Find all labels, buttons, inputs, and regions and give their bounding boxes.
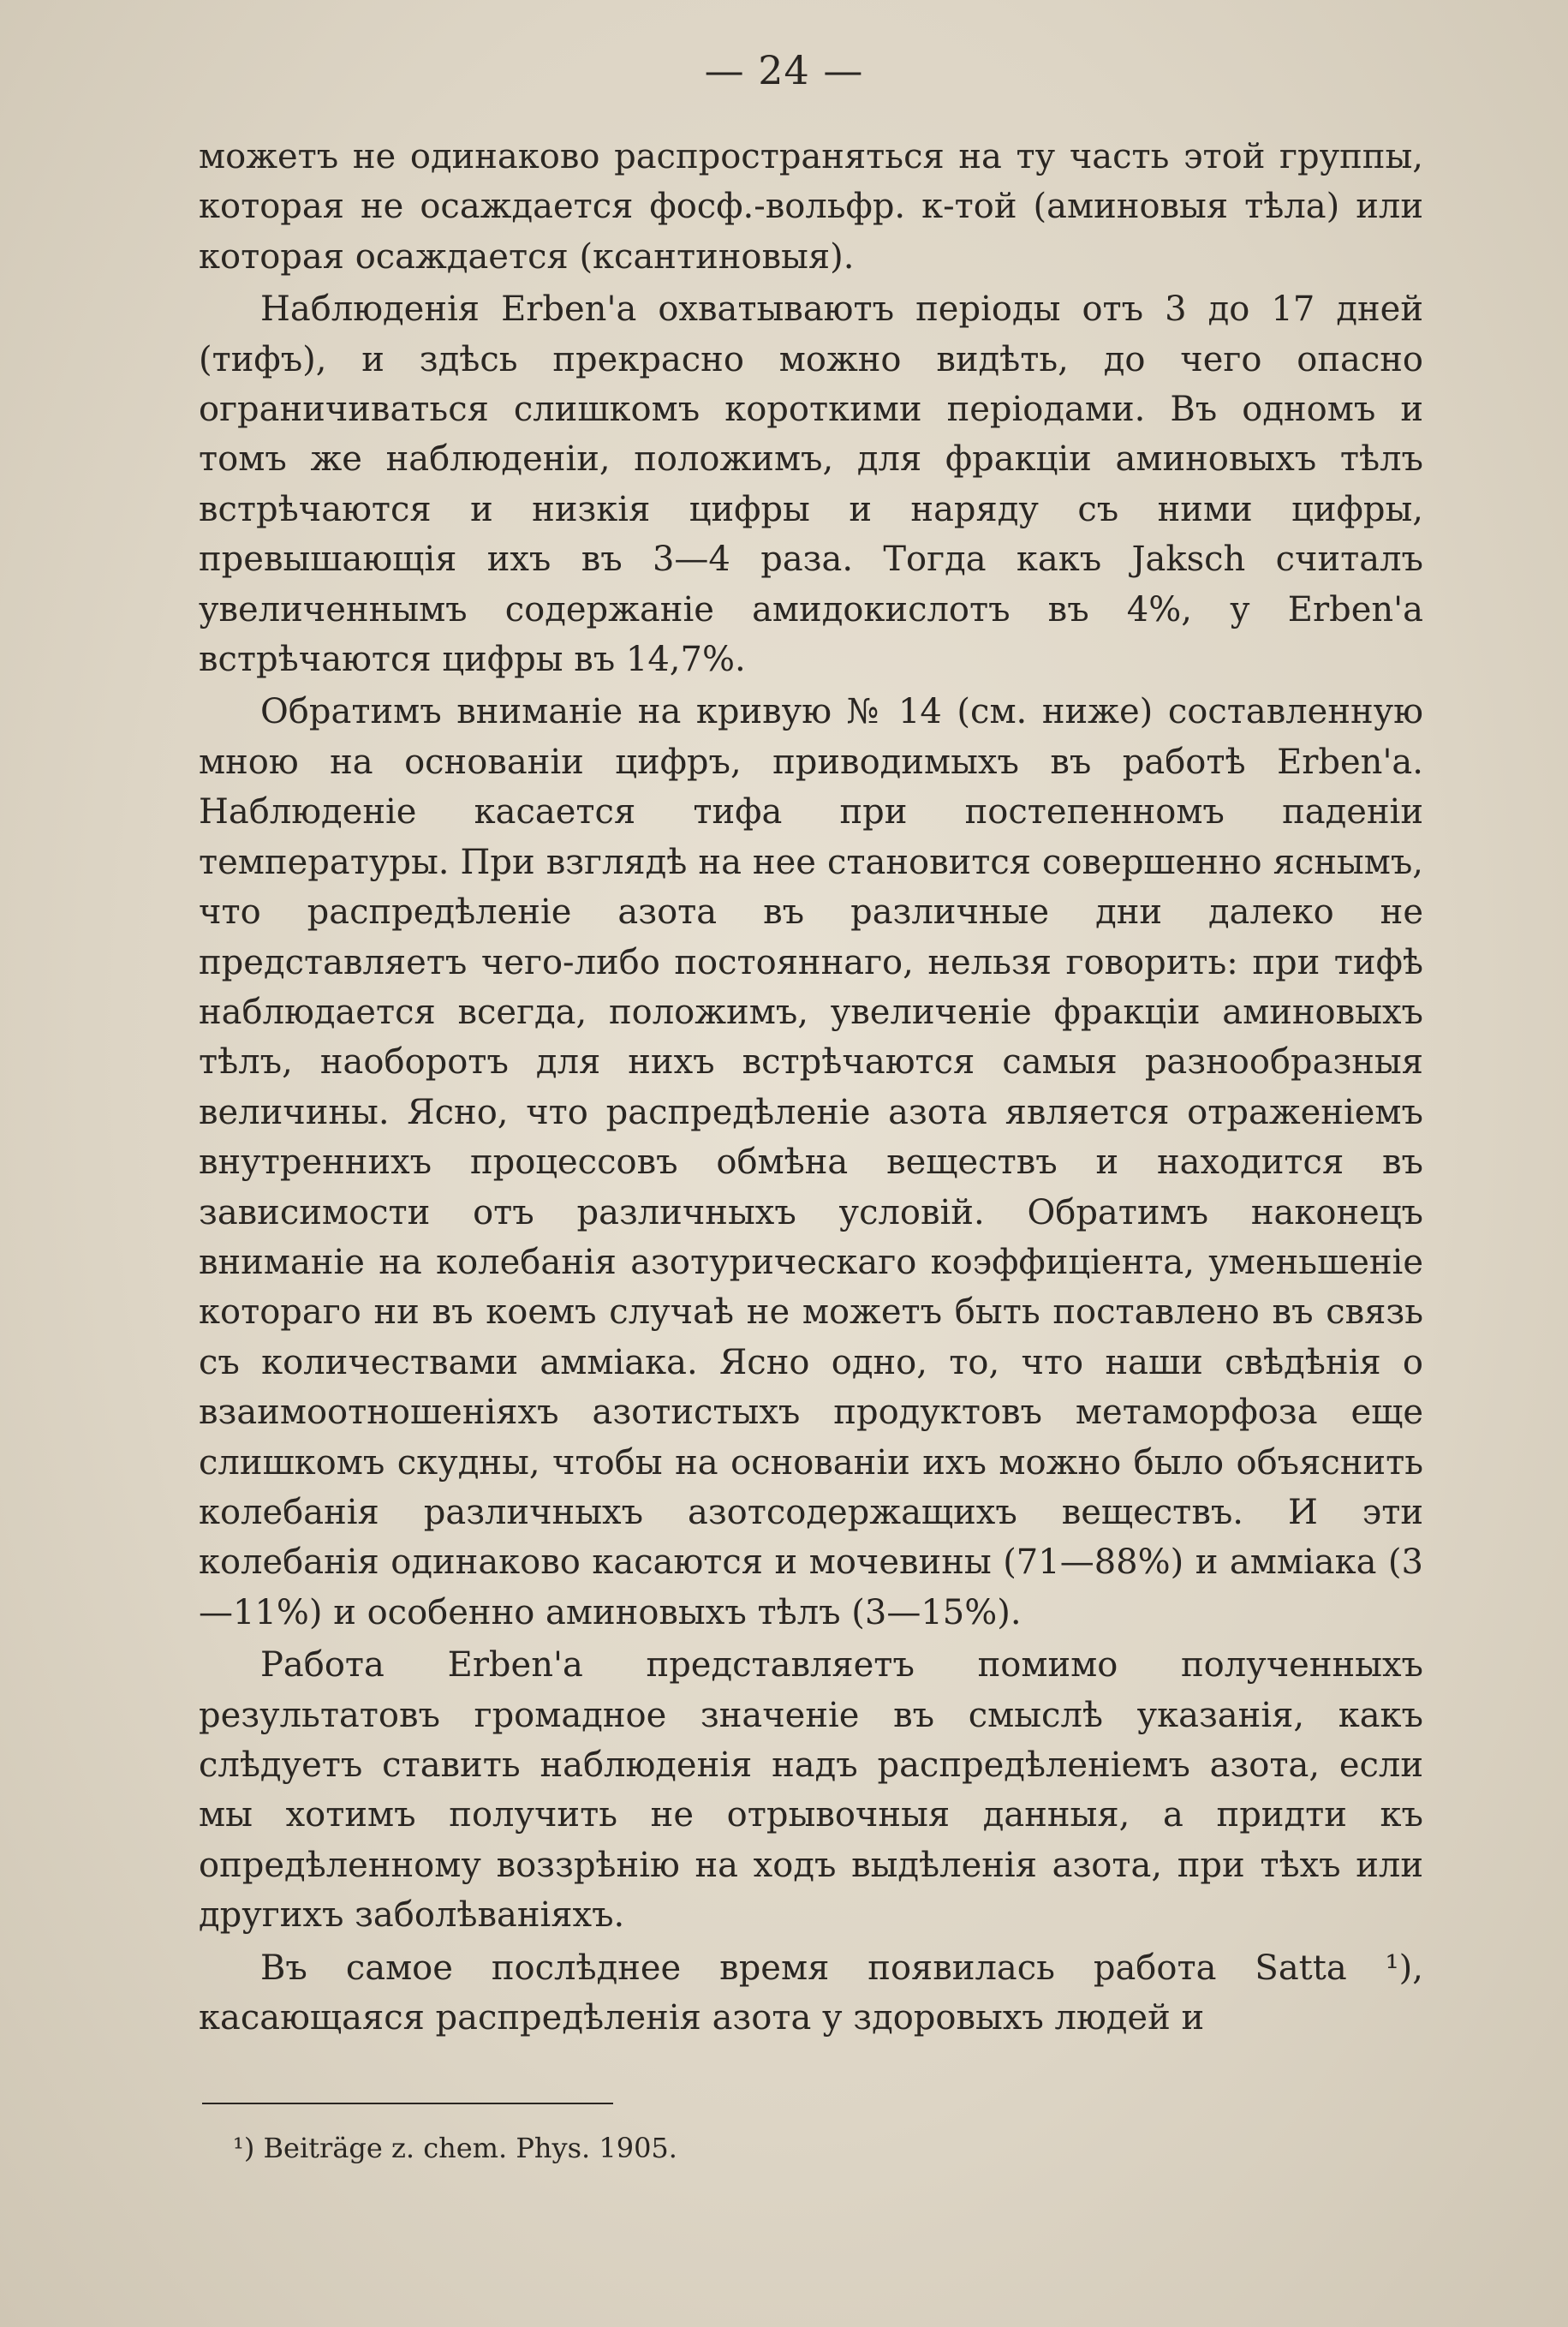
body-text <box>199 132 1423 2043</box>
paragraph-erben-observations: Наблюденія Erben'a охватываютъ періоды отъ 3 до 17 дней (тифъ), и здѣсь прекрасно можно видѣть, до чего опасно ограничиваться слишкомъ короткими періодами. Въ одномъ и томъ же наблюденіи, положимъ, для фракціи аминовыхъ тѣлъ встрѣчаются и низкія цифры и наряду съ ними цифры, превышающія ихъ въ 3—4 раза. Тогда какъ Jaksch считалъ увеличеннымъ содержаніе амидокислотъ въ 4%, у Erben'a встрѣчаются цифры въ 14,7%. <box>199 289 1423 680</box>
footnote: ¹) Beiträge z. chem. Phys. 1905. <box>233 2132 677 2164</box>
footnote-divider <box>202 2103 613 2104</box>
paragraph-satta: Въ самое послѣднее время появилась работа Satta ¹), касающаяся распредѣленія азота у здоровыхъ людей и <box>199 1948 1423 2038</box>
paragraph-continuation: можетъ не одинаково распространяться на ту часть этой группы, которая не осаждается фосф.-вольфр. к-той (аминовыя тѣла) или которая осаждается (ксантиновыя). <box>199 137 1423 277</box>
paragraph-curve-14: Обратимъ вниманіе на кривую № 14 (см. ниже) составленную мною на основаніи цифръ, приводимыхъ въ работѣ Erben'a. Наблюденіе касается тифа при постепенномъ паденіи температуры. При взглядѣ на нее становится совершенно яснымъ, что распредѣленіе азота въ различные дни далеко не представляетъ чего-либо постояннаго, нельзя говорить: при тифѣ наблюдается всегда, положимъ, увеличеніе фракціи аминовыхъ тѣлъ, наоборотъ для нихъ встрѣчаются самыя разнообразныя величины. Ясно, что распредѣленіе азота является отраженіемъ внутреннихъ процессовъ обмѣна веществъ и находится въ зависимости отъ различныхъ условій. Обратимъ наконецъ вниманіе на колебанія азотурическаго коэффиціента, уменьшеніе котораго ни въ коемъ случаѣ не можетъ быть поставлено въ связь съ количествами амміака. Ясно одно, то, что наши свѣдѣнія о взаимоотношеніяхъ азотистыхъ продуктовъ метаморфоза еще слишкомъ скудны, чтобы на основаніи ихъ можно было объяснить колебанія различныхъ азотсодержащихъ веществъ. И эти колебанія одинаково касаются и мочевины (71—88%) и амміака (3—11%) и особенно аминовыхъ тѣлъ (3—15%). <box>199 692 1423 1632</box>
paragraph-erben-significance: Работа Erben'a представляетъ помимо полученныхъ результатовъ громадное значеніе въ смыслѣ указанія, какъ слѣдуетъ ставить наблюденія надъ распредѣленіемъ азота, если мы хотимъ получить не отрывочныя данныя, а придти къ опредѣленному воззрѣнію на ходъ выдѣленія азота, при тѣхъ или другихъ заболѣваніяхъ. <box>199 1645 1423 1936</box>
page-number: — 24 — <box>704 47 864 93</box>
